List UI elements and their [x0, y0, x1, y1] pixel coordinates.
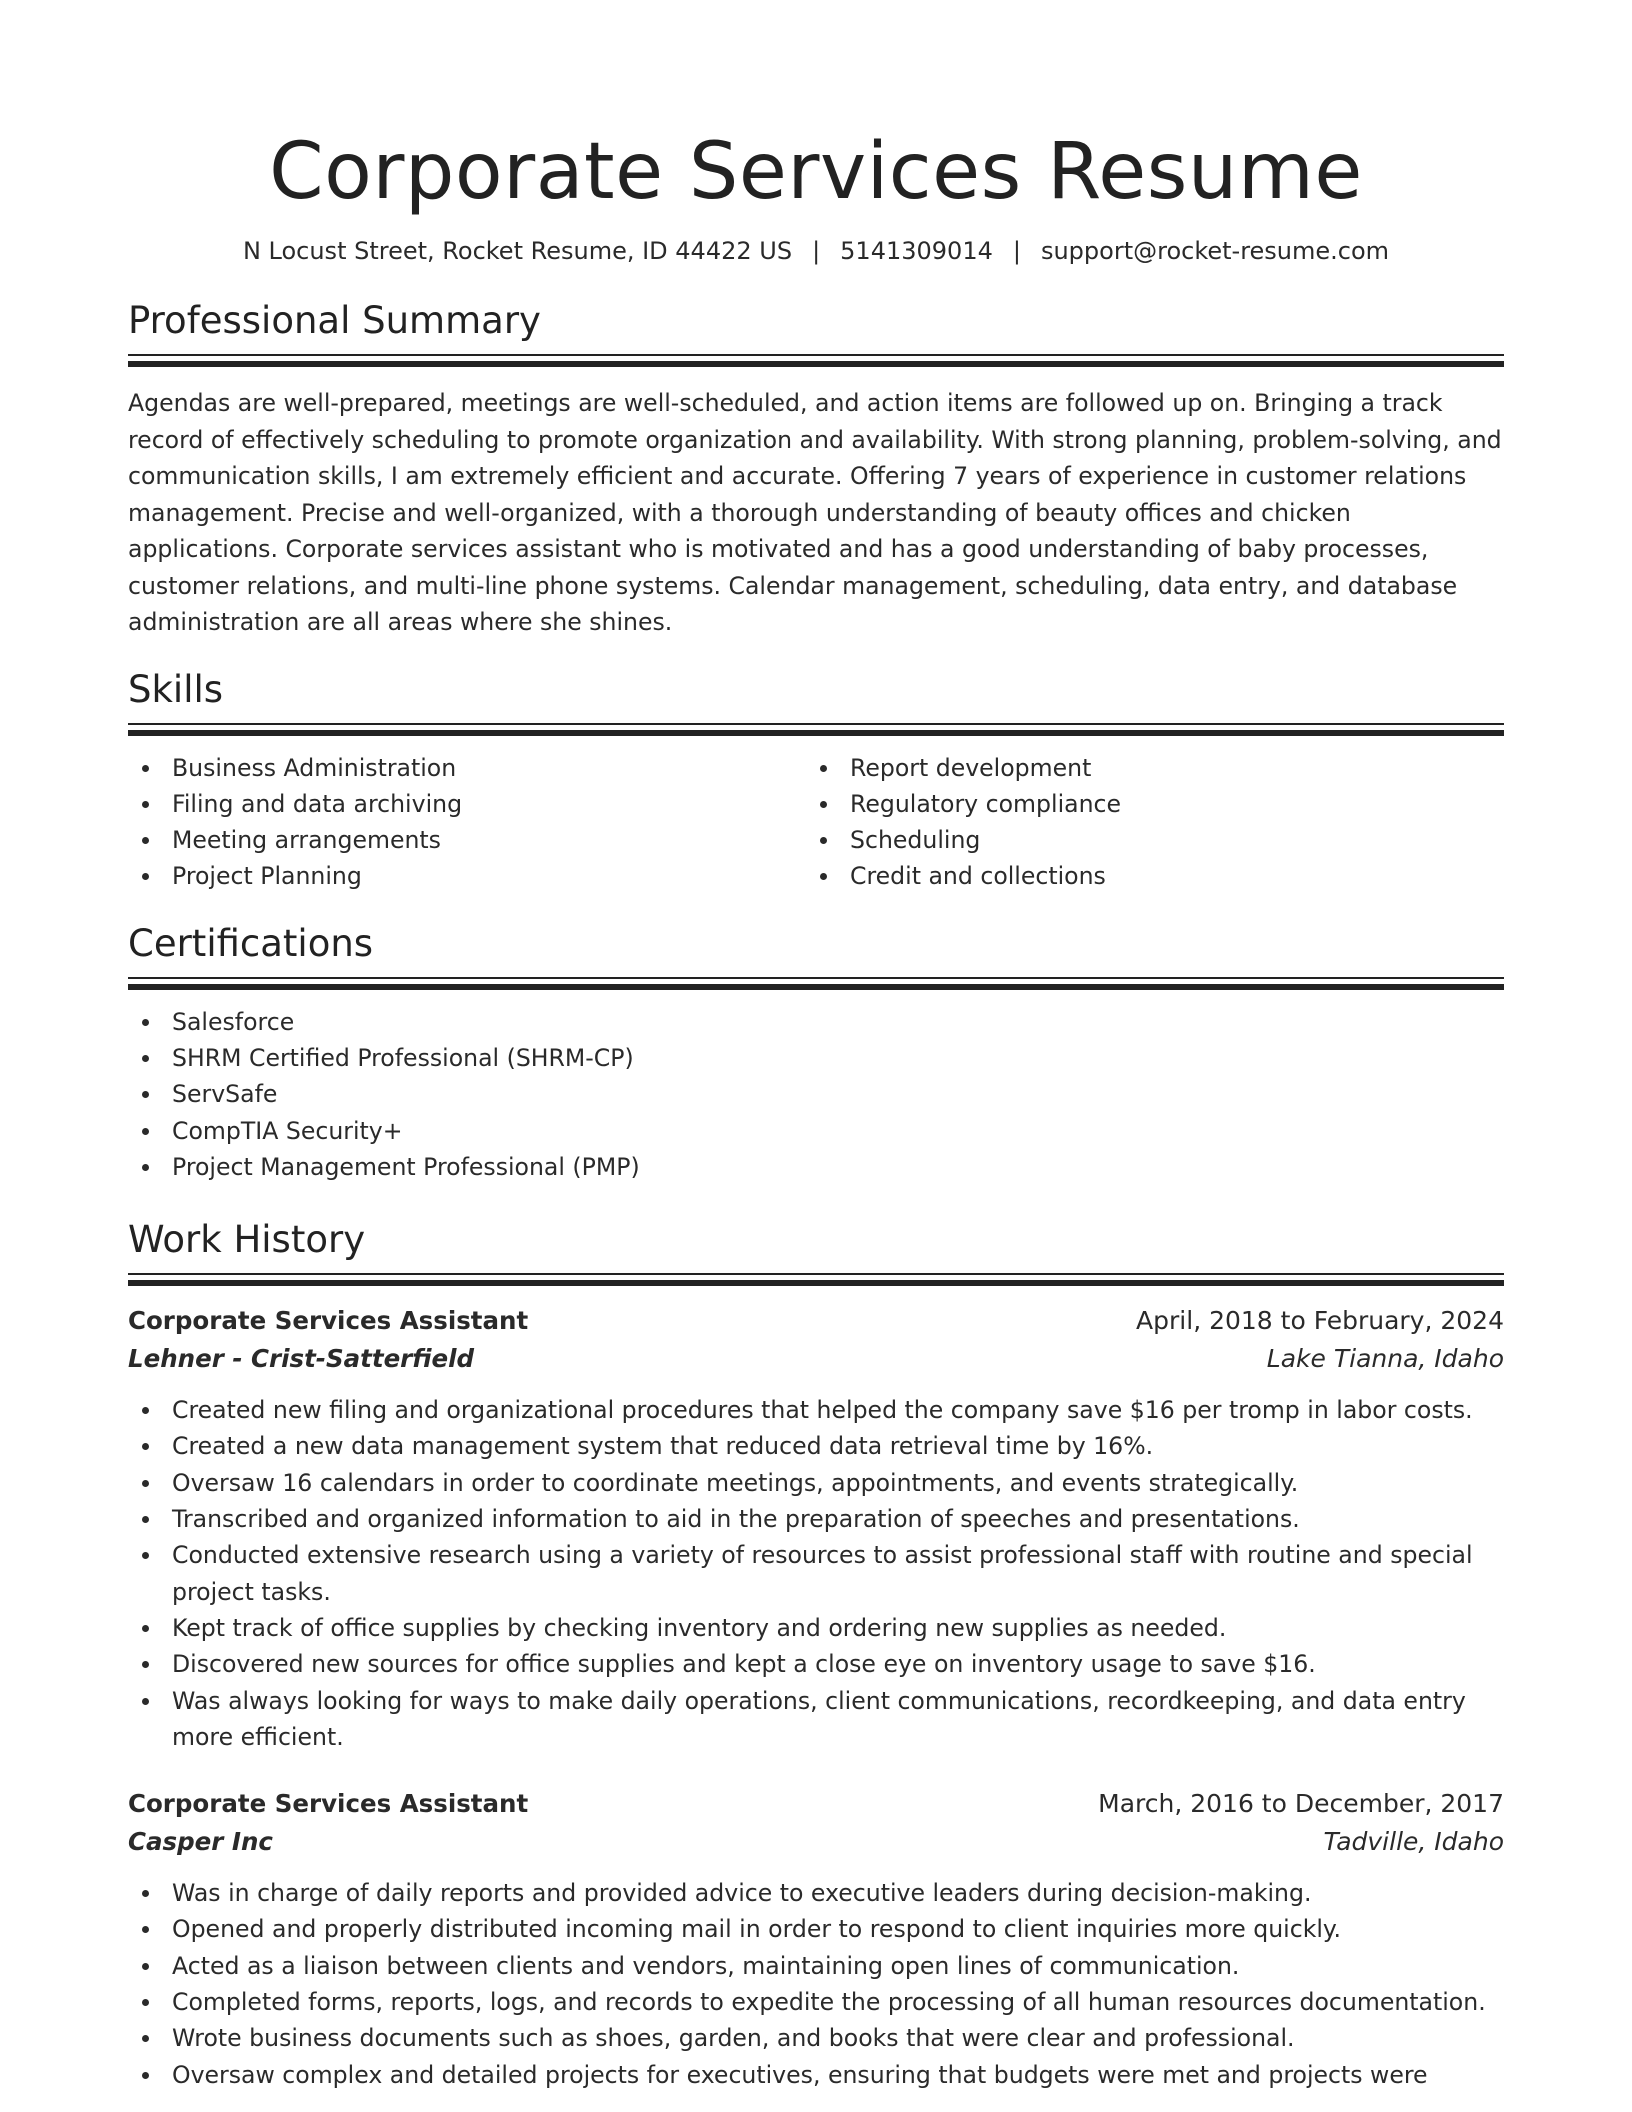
skill-item: Credit and collections	[806, 858, 1484, 894]
job-duty: Created new filing and organizational procedures that helped the company save $16 per tromp in labor costs.	[128, 1392, 1504, 1428]
job-company: Lehner - Crist-Satterfield	[128, 1344, 475, 1374]
job-duties	[128, 1875, 1504, 2093]
skills-column-left	[128, 750, 806, 895]
work-history-section	[128, 1217, 1504, 2093]
skill-item: Scheduling	[806, 822, 1484, 858]
job-duty: Was always looking for ways to make daily operations, client communications, recordkeeping, and data entry more efficient.	[128, 1683, 1504, 1756]
job-duty: Kept track of office supplies by checking inventory and ordering new supplies as needed.	[128, 1610, 1504, 1646]
job-duty: Acted as a liaison between clients and vendors, maintaining open lines of communication.	[128, 1948, 1504, 1984]
section-rule	[128, 730, 1504, 736]
resume-title: Corporate Services Resume	[269, 127, 1363, 217]
section-rule	[128, 977, 1504, 979]
job-entry	[128, 1302, 1504, 1755]
job-duty: Completed forms, reports, logs, and records to expedite the processing of all human resources documentation.	[128, 1984, 1504, 2020]
section-rule	[128, 1273, 1504, 1275]
job-entry	[128, 1785, 1504, 2093]
certification-item: ServSafe	[128, 1076, 1504, 1112]
contact-line	[128, 234, 1504, 268]
skill-item: Regulatory compliance	[806, 786, 1484, 822]
job-header	[128, 1785, 1504, 1823]
job-title: Corporate Services Assistant	[128, 1306, 529, 1336]
job-duty: Opened and properly distributed incoming mail in order to respond to client inquiries more quickly.	[128, 1911, 1504, 1947]
section-rule	[128, 1280, 1504, 1286]
skills-grid	[128, 750, 1504, 895]
skill-item: Filing and data archiving	[128, 786, 806, 822]
certification-item: Project Management Professional (PMP)	[128, 1149, 1504, 1185]
job-dates: April, 2018 to February, 2024	[1136, 1306, 1504, 1336]
job-duty: Was in charge of daily reports and provided advice to executive leaders during decision-making.	[128, 1875, 1504, 1911]
job-duties	[128, 1392, 1504, 1755]
summary-section	[128, 298, 1504, 641]
job-duty: Transcribed and organized information to aid in the preparation of speeches and presentations.	[128, 1501, 1504, 1537]
certifications-list	[128, 1004, 1504, 1185]
job-location: Lake Tianna, Idaho	[1266, 1344, 1504, 1374]
contact-phone: 5141309014	[840, 237, 993, 265]
section-rule	[128, 361, 1504, 367]
section-rule	[128, 723, 1504, 725]
skills-section	[128, 667, 1504, 895]
job-dates: March, 2016 to December, 2017	[1098, 1789, 1504, 1819]
contact-separator: |	[1012, 237, 1021, 265]
skill-item: Project Planning	[128, 858, 806, 894]
resume-page	[128, 0, 1504, 2093]
certification-item: CompTIA Security+	[128, 1113, 1504, 1149]
job-subheader	[128, 1823, 1504, 1861]
job-company: Casper Inc	[128, 1827, 273, 1857]
certification-item: SHRM Certified Professional (SHRM-CP)	[128, 1040, 1504, 1076]
job-location: Tadville, Idaho	[1323, 1827, 1504, 1857]
job-duty: Oversaw 16 calendars in order to coordinate meetings, appointments, and events strategically.	[128, 1465, 1504, 1501]
job-duty: Oversaw complex and detailed projects for executives, ensuring that budgets were met and projects were	[128, 2057, 1504, 2093]
contact-email: support@rocket-resume.com	[1040, 237, 1390, 265]
skill-item: Report development	[806, 750, 1484, 786]
skill-item: Meeting arrangements	[128, 822, 806, 858]
job-duty: Conducted extensive research using a variety of resources to assist professional staff with routine and special project tasks.	[128, 1537, 1504, 1610]
section-title-certifications: Certifications	[128, 921, 374, 965]
job-duty: Created a new data management system that reduced data retrieval time by 16%.	[128, 1428, 1504, 1464]
job-subheader	[128, 1340, 1504, 1378]
job-duty: Wrote business documents such as shoes, garden, and books that were clear and professional.	[128, 2020, 1504, 2056]
job-title: Corporate Services Assistant	[128, 1789, 529, 1819]
section-rule	[128, 354, 1504, 356]
section-rule	[128, 984, 1504, 990]
certification-item: Salesforce	[128, 1004, 1504, 1040]
contact-separator: |	[812, 237, 821, 265]
certifications-section	[128, 921, 1504, 1185]
section-title-summary: Professional Summary	[128, 299, 541, 342]
skill-item: Business Administration	[128, 750, 806, 786]
skills-column-right	[806, 750, 1484, 895]
job-duty: Discovered new sources for office supplies and kept a close eye on inventory usage to save $16.	[128, 1646, 1504, 1682]
section-title-work-history: Work History	[128, 1218, 366, 1262]
section-title-skills: Skills	[128, 667, 224, 711]
contact-address: N Locust Street, Rocket Resume, ID 44422 US	[242, 237, 793, 265]
job-header	[128, 1302, 1504, 1340]
summary-text: Agendas are well-prepared, meetings are well-scheduled, and action items are followed up on. Bringing a track record of effectively scheduling to promote organization and availability. With strong planning, problem-solving, and communication skills, I am extremely efficient and accurate. Offering 7 years of experience in customer relations management. Precise and well-organized, with a thorough understanding of beauty offices and chicken applications. Corporate services assistant who is motivated and has a good understanding of baby processes, customer relations, and multi-line phone systems. Calendar management, scheduling, data entry, and database administration are all areas where she shines.	[128, 389, 1502, 636]
